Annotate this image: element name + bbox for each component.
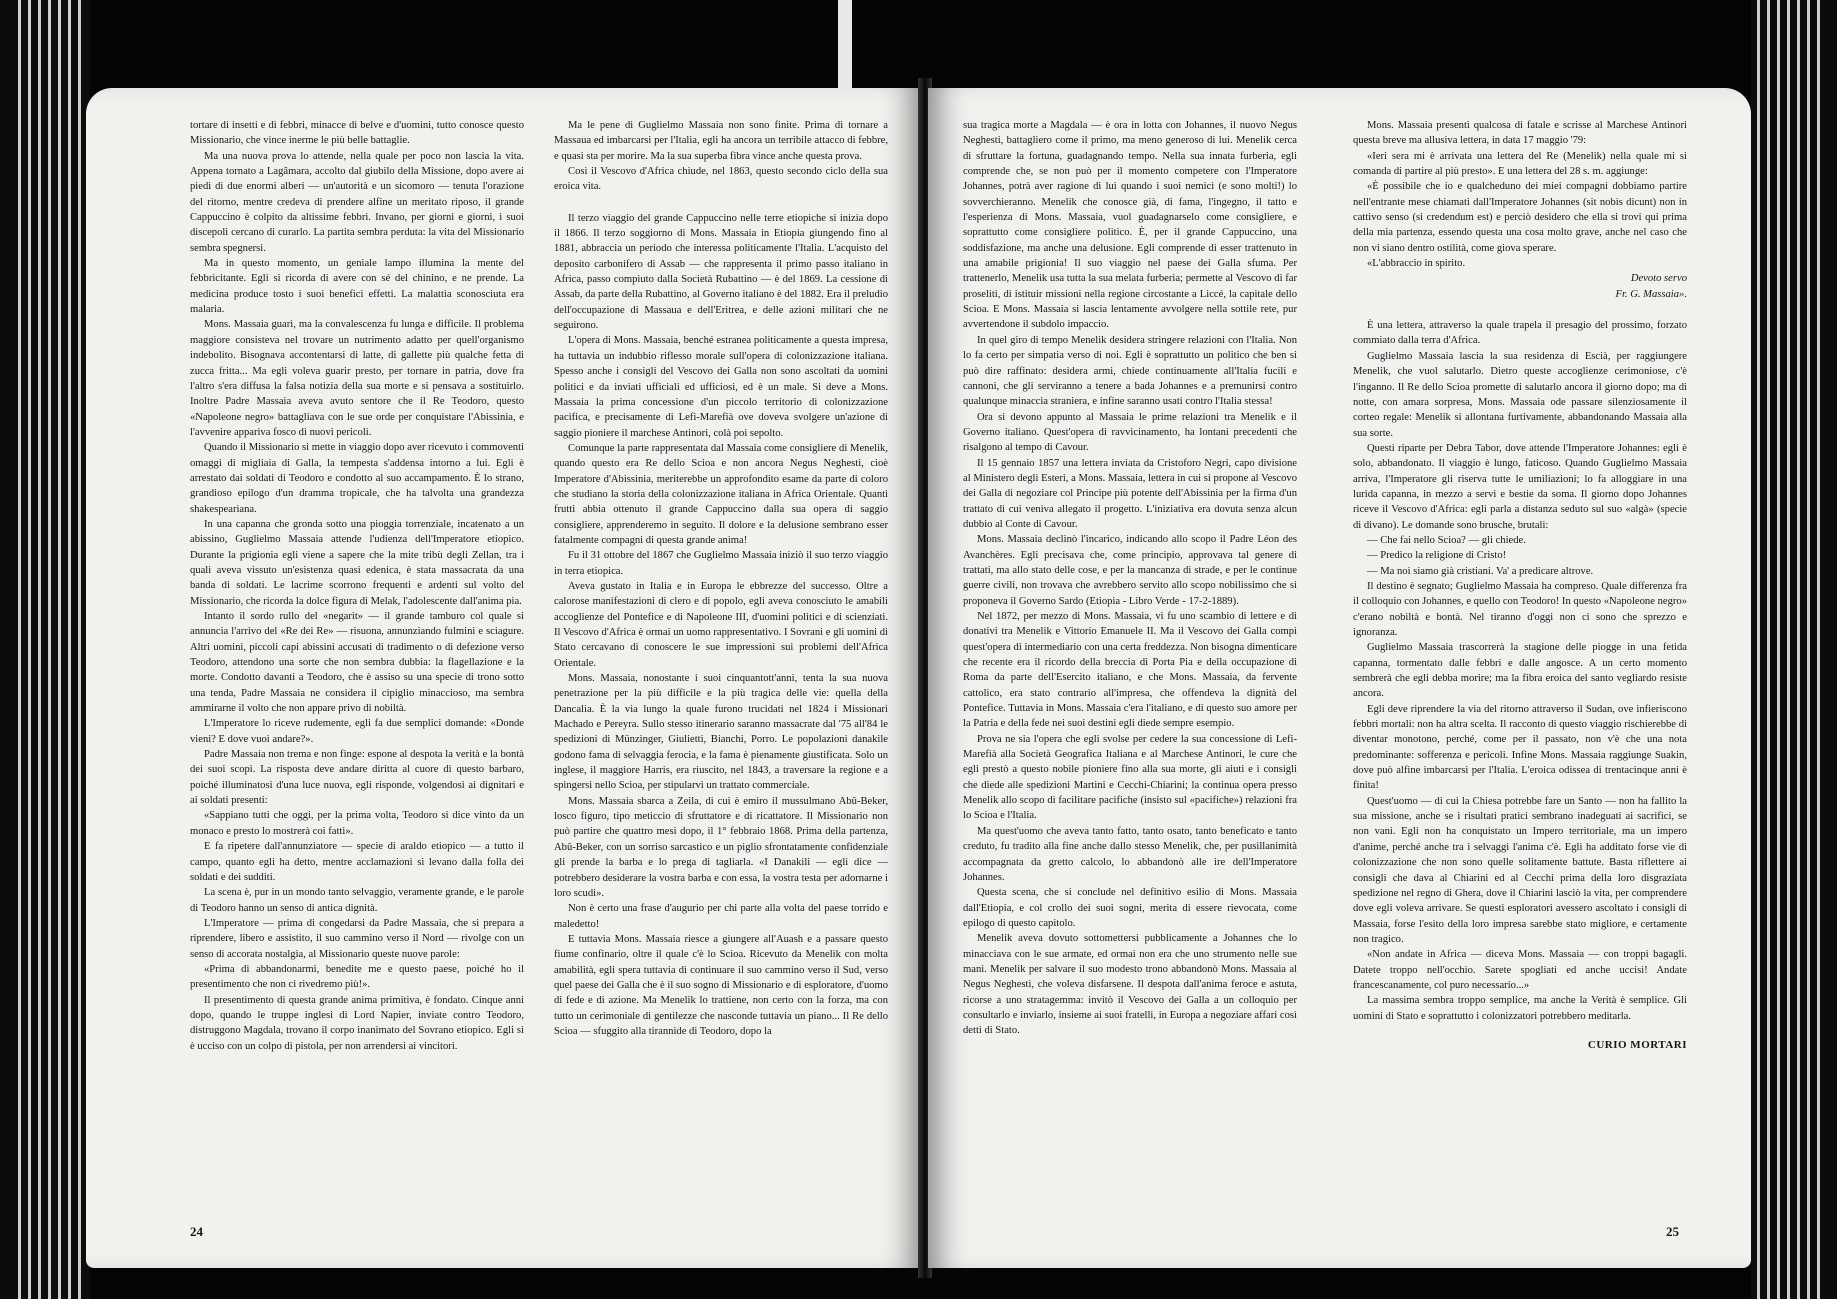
paragraph: Fu il 31 ottobre del 1867 che Guglielmo Massaia iniziò il suo terzo viaggio in terra etiopica. xyxy=(554,550,888,577)
paragraph: Egli deve riprendere la via del ritorno attraverso il Sudan, ove infieriscono febbri mortali: non ha altra scelta. Il racconto di questo viaggio rischierebbe di diventar monotono, perché, come per il passato, non v'è che una nota predominante: sofferenza e pericoli. Infine Mons. Massaia raggiunge Suakin, dove può alfine imbarcarsi per l'Italia. L'eroica odissea di trentacinque anni è finita! xyxy=(1353,703,1687,792)
paragraph: «Prima di abbandonarmi, benedite me e questo paese, poiché ho il presentimento che non ci rivedremo più!». xyxy=(190,963,524,991)
paragraph: Guglielmo Massaia lascia la sua residenza di Escià, per raggiungere Menelik, che vuol salutarlo. Dietro queste accoglienze cerimoniose, c'è l'inganno. Il Re dello Scioa promette di salutarlo ancora il giorno dopo; ma di notte, con amara sorpresa, Mons. Massaia ode passare silenziosamente il corteo regale: Menelik si allontana furtivamente, abbandonando Massaia alla sua sorte. xyxy=(1353,350,1687,439)
paragraph: «Sappiano tutti che oggi, per la prima volta, Teodoro si dice vinto da un monaco e presto lo mostrerà coi fatti». xyxy=(190,810,524,837)
paragraph: E tuttavia Mons. Massaia riesce a giungere all'Auash e a passare questo fiume confinario, oltre il quale c'è lo Scioa. Ricevuto da Menelik con molta amabilità, egli spera tuttavia di continuare il suo cammino verso il Sud, verso quel paese dei Galla che è il suo sogno di Missionario e di esploratore, d'uomo di fede e di azione. Ma Menelik lo trattiene, non certo con la forza, ma con tutto un cerimoniale di gentilezze che nasconde tuttavia un piano... Il Re dello Scioa — sfuggito alla tirannide di Teodoro, dopo la xyxy=(554,933,888,1037)
paragraph: L'opera di Mons. Massaia, benché estranea politicamente a questa impresa, ha tuttavia un indubbio riflesso morale sull'opera di colonizzazione italiana. Spesso anche i consigli del Vescovo dei Galla non sono ascoltati da uomini politici e da inviati ufficiali ed ufficiosi, ed è un male. Si deve a Mons. Massaia la prima concessione d'un piccolo territorio di colonizzazione pacifica, e precisamente di Lefi-Marefià ove doveva svolgere un'azione di saggio pioniere il marchese Antinori, colà poi sepolto. xyxy=(554,335,888,439)
right-page-column-2 xyxy=(1353,118,1687,1053)
paragraph: Ma le pene di Guglielmo Massaia non sono finite. Prima di tornare a Massaua ed imbarcarsi per l'Italia, egli ha ancora un terribile attacco di febbre, e quasi sta per morire. Ma la sua superba fibra vince anche questa prova. xyxy=(554,120,888,162)
paragraph: Mons. Massaia declinò l'incarico, indicando allo scopo il Padre Léon des Avanchères. Egli precisava che, come principio, approvava tal genere di trattati, ma allo stato delle cose, e per la mancanza di strade, e per le continue guerre civili, non trovava che avrebbero servito allo scopo nobilissimo che si proponeva il Governo Sardo (Etiopia - Libro Verde - 17-2-1889). xyxy=(963,534,1297,607)
paragraph: Quando il Missionario si mette in viaggio dopo aver ricevuto i commoventi omaggi di migliaia di Galla, la tempesta s'addensa intorno a lui. Egli è arrestato dai soldati di Teodoro e condotto al suo accampamento. È lo strano, grandioso epilogo d'un dramma tropicale, che ha talvolta una grandezza shakespeariana. xyxy=(190,442,524,515)
paragraph: sua tragica morte a Magdala — è ora in lotta con Johannes, il nuovo Negus Neghesti, battagliero come il primo, ma meno generoso di lui. Menelik cerca di sfruttare la fortuna, guadagnando tempo. Nella sua innata furberia, egli comprende che, se non può per il momento competere con l'Imperatore Johannes, potrà aver ragione di lui quando i suoi nemici (e sono molti!) lo sovverchieranno. Menelik che conosce già, di fama, l'ingegno, il tatto e l'esperienza di Mons. Massaia, vuol guadagnarselo come consigliere, e soprattutto come consigliere politico. È, per il grande Cappuccino, una soddisfazione, ma anche una delusione. Egli comprende di esser trattenuto in una amabile prigionia! Il suo viaggio nel paese dei Galla sfuma. Per trattenerlo, Menelik usa tutta la sua melata furberia; permette al Vescovo di far proseliti, di istituir missioni nella regione circostante a Liccé, la capitale dello Scioa. E Mons. Massaia si lascia lentamente avvolgere nella sottile rete, pur avvertendone il subdolo impaccio. xyxy=(963,120,1297,331)
paragraph: L'Imperatore lo riceve rudemente, egli fa due semplici domande: «Donde vieni? E dove vuoi andare?». xyxy=(190,718,524,745)
paragraph: Così il Vescovo d'Africa chiude, nel 1863, questo secondo ciclo della sua eroica vita. xyxy=(554,166,888,193)
paragraph: Mons. Massaia, nonostante i suoi cinquantott'anni, tenta la sua nuova penetrazione per la più difficile e la più tragica delle vie: quella della Dancalia. È la via lungo la quale furono trucidati nel 1824 i Missionari Machado e Pereyra. Sullo stesso itinerario saranno massacrate dal '75 all'84 le spedizioni di Münzinger, Giulietti, Bianchi, Porro. Le popolazioni danakile godono fama di selvaggia ferocia, e la fama è pienamente giustificata. Solo un inglese, il maggiore Harris, era riuscito, nel 1843, a traversare la regione e a spingersi nello Scioa, per stipularvi un trattato commerciale. xyxy=(554,673,888,792)
paragraph: «È possibile che io e qualcheduno dei miei compagni dobbiamo partire nell'entrante mese chiamati dall'Imperatore Johannes (sit nobis dicunt) non in cattivo senso (si credendum est) e perciò desidero che ella si trovi qui prima della mia partenza, essendo questa una cosa molto grave, anche nel caso che non vi siano dentro ostilità, come giova sperare. xyxy=(1353,181,1687,254)
paragraph: Nel 1872, per mezzo di Mons. Massaia, vi fu uno scambio di lettere e di donativi tra Menelik e Vittorio Emanuele II. Ma il Vescovo dei Galla compì quest'opera di intermediario con una certa freddezza. Non bisogna dimenticare che recente era il ricordo della breccia di Porta Pia e della occupazione di Roma da parte dell'Esercito italiano, e che Mons. Massaia, da fervente cattolico, era stato contrario all'impresa, che offendeva la dignità del Pontefice. Tuttavia in Mons. Massaia c'era l'italiano, e di questo suo amore per la Patria e della fede nei suoi destini egli diede sempre esempio. xyxy=(963,611,1297,730)
paragraph: Mons. Massaia sbarca a Zeila, di cui è emiro il mussulmano Abû-Beker, losco figuro, tipo meticcio di sfruttatore e di ricattatore. Il Missionario non può partire che quattro mesi dopo, il 1° febbraio 1868. Prima della partenza, Abû-Beker, con un sorriso sarcastico e un piglio sfrontatamente confidenziale gli prende la barba e lo prega di tagliarla. «I Danakili — egli dice — potrebbero desiderare la vostra barba e con essa, la vostra testa per adornarne i loro scudi». xyxy=(554,795,888,899)
paragraph: Ma una nuova prova lo attende, nella quale per poco non lascia la vita. Appena tornato a Lagâmara, accolto dal giubilo della Missione, dopo avere ai piedi di due enormi alberi — un'autorità e un sicomoro — tenuta l'orazione del ritorno, mentre credeva di prendere alfine un meritato riposo, il grande Cappuccino è colpito da altissime febbri. Invano, per giorni e giorni, i suoi discepoli cercano di curarlo. La partita sembra perduta: la vita del Missionario sembra spegnersi. xyxy=(190,150,524,254)
paragraph: Non è certo una frase d'augurio per chi parte alla volta del paese torrido e maledetto! xyxy=(554,903,888,930)
letter-signature: Fr. G. Massaia». xyxy=(1615,288,1687,300)
page-number: 24 xyxy=(190,1224,203,1239)
paragraph: È una lettera, attraverso la quale trapela il presagio del prossimo, forzato commiato dalla terra d'Africa. xyxy=(1353,320,1687,347)
paragraph: Guglielmo Massaia trascorrerà la stagione delle piogge in una fetida capanna, tormentato dalle febbri e dalle angosce. A un certo momento sembrerà che egli debba morire; ma la fibra eroica del santo vegliardo resiste ancora. xyxy=(1353,642,1687,700)
paragraph: Quest'uomo — di cui la Chiesa potrebbe fare un Santo — non ha fallito la sua missione, anche se i risultati pratici sembrano inadeguati ai sacrifici, se non vani. Egli non ha conquistato un Impero territoriale, ma un impero d'anime, perché anche tra i selvaggi l'anima c'è. Egli ha additato forse vie di colonizzazione che non sono quelle solitamente battute. Basta riflettere ai consigli che dava al Chiarini ed al Cecchi prima della loro disgraziata spedizione nel regno di Ghera, dove il Chiarini lasciò la vita, per comprendere dove egli voleva arrivare. Se questi esploratori avessero ascoltato i consigli di Massaia, forse l'esito della loro impresa sarebbe stato migliore, e certamente non tragico. xyxy=(1353,795,1687,945)
paragraph: Comunque la parte rappresentata dal Massaia come consigliere di Menelik, quando questo era Re dello Scioa e non ancora Negus Neghesti, cioè Imperatore d'Abissinia, meriterebbe un approfondito esame da parte di coloro che studiano la storia della colonizzazione italiana in Africa Orientale. Quanti frutti abbia ottenuto il grande Cappuccino dalla sua opera di saggio consigliere, apprenderemo in seguito. Il dolore e la delusione sembrano esser fatalmente compagni di questa grande anima! xyxy=(554,442,888,546)
right-page-column-1 xyxy=(963,118,1297,1039)
right-page xyxy=(928,88,1751,1268)
paragraph: In una capanna che gronda sotto una pioggia torrenziale, incatenato a un abissino, Guglielmo Massaia attende l'udienza dell'Imperatore etiopico. Durante la prigionia egli viene a sapere che la mite tribù degli Zellan, tra i quali aveva vissuto un'esistenza quasi edenica, è stata massacrata da una banda di soldati. Le lacrime scorrono frequenti e ardenti sul volto del Missionario, che ricorda la dolce figura di Melak, l'adolescente dall'anima pia. xyxy=(190,518,524,607)
paragraph: L'Imperatore — prima di congedarsi da Padre Massaia, che si prepara a riprendere, libero e assistito, il suo cammino verso il Nord — rivolge con un senso di accorata nostalgia, al Missionario queste nuove parole: xyxy=(190,917,524,960)
page-number: 25 xyxy=(1666,1224,1679,1239)
paragraph: Mons. Massaia presentì qualcosa di fatale e scrisse al Marchese Antinori questa breve ma allusiva lettera, in data 17 maggio '79: xyxy=(1353,120,1687,147)
paragraph: Ma quest'uomo che aveva tanto fatto, tanto osato, tanto beneficato e tanto creduto, fu tradito alla fine anche dallo stesso Menelik, che, per pusillanimità accompagnata da gretto calcolo, lo abbandonò alle ire dell'Imperatore Johannes. xyxy=(963,825,1297,883)
bookmark-gap xyxy=(838,0,852,90)
paragraph: Ora si devono appunto al Massaia le prime relazioni tra Menelik e il Governo italiano. Quest'opera di ravvicinamento, ha lontani precedenti che risalgono al tempo di Cavour. xyxy=(963,411,1297,454)
book-edge-left xyxy=(0,0,90,1299)
paragraph: tortare di insetti e di febbri, minacce di belve e d'uomini, tutto conosce questo Missionario, che vince inerme le più belle battaglie. xyxy=(190,120,524,147)
paragraph: Il terzo viaggio del grande Cappuccino nelle terre etiopiche si inizia dopo il 1866. Il terzo soggiorno di Mons. Massaia in Etiopia giungendo fino al 1881, abbraccia un periodo che interessa politicamente l'Italia. L'acquisto del deposito carbonifero di Assab — che rappresenta il primo passo italiano in Africa, passo compiuto dalla Società Rubattino — è del 1869. La cessione di Assab, da parte della Rubattino, al Governo italiano è del 1882. Era il preludio dell'occupazione di Massaua e dell'Eritrea, e delle azioni militari che ne seguirono. xyxy=(554,212,888,332)
dialogue-line: — Che fai nello Scioa? — gli chiede. xyxy=(1367,534,1526,546)
paragraph: Intanto il sordo rullo del «negarit» — il grande tamburo col quale si annuncia l'arrivo del «Re dei Re» — risuona, annunziando fulmini e sciagure. Altri uomini, piccoli capi abissini accusati di tradimento o di defezione verso Teodoro, attendono una sorte che non sembra dubbia: la flagellazione e la morte. Condotto davanti a Teodoro, che è assiso su una specie di trono sotto una tenda, Padre Massaia ne considera il cipiglio minaccioso, ma sembra ammirarne il volto che non appare privo di nobiltà. xyxy=(190,611,524,715)
paragraph: Menelik aveva dovuto sottomettersi pubblicamente a Johannes che lo minacciava con le sue armate, ed ormai non era che uno strumento nelle sue mani. Menelik per salvare il suo modesto trono abbandonò Mons. Massaia al Negus Neghesti, che voleva disfarsene. Il despota dall'anima feroce e astuta, ricorse a uno stratagemma: invitò il Vescovo dei Galla a un colloquio per consultarlo e inviarlo, insieme ai suoi fratelli, in Europa a negoziare affari così detti di Stato. xyxy=(963,933,1297,1037)
paragraph: «Ieri sera mi è arrivata una lettera del Re (Menelik) nella quale mi si comanda di partire al più presto». E una lettera del 28 s. m. aggiunge: xyxy=(1353,150,1687,178)
paragraph: Mons. Massaia guarì, ma la convalescenza fu lunga e difficile. Il problema maggiore consisteva nel trovare un nutrimento adatto per quell'organismo indebolito. Bisognava accontentarsi di latte, di gallette più qualche fetta di zucca fritta... Ma egli voleva guarir presto, per tornare in patria, dove fra l'altro s'era diffusa la falsa notizia della sua morte e si pensava a sostituirlo. Inoltre Padre Massaia aveva avuto sentore che il Re Teodoro, questo «Napoleone negro» battagliava con le sue orde per conquistare l'Abissinia, e l'avvenire appariva fosco di nuovi pericoli. xyxy=(190,319,524,438)
paragraph: Aveva gustato in Italia e in Europa le ebbrezze del successo. Oltre a calorose manifestazioni di clero e di popolo, egli aveva conosciuto le amabili accoglienze del Pontefice e di Napoleone III, d'uomini politici e di scienziati. Il Vescovo d'Africa è ormai un uomo rappresentativo. I Sovrani e gli uomini di Stato cercavano di conoscere le sue impressioni sui problemi dell'Africa Orientale. xyxy=(554,580,888,669)
paragraph: Il presentimento di questa grande anima primitiva, è fondato. Cinque anni dopo, quando le truppe inglesi di Lord Napier, inviate contro Teodoro, distruggono Magdala, trovano il corpo inanimato del Sovrano etiopico. Egli si è ucciso con un colpo di pistola, per non arrendersi ai vincitori. xyxy=(190,994,524,1052)
left-page-column-2 xyxy=(554,118,888,1039)
book-edge-right xyxy=(1751,0,1837,1299)
paragraph: La massima sembra troppo semplice, ma anche la Verità è semplice. Gli uomini di Stato e soprattutto i colonizzatori potrebbero meditarla. xyxy=(1353,995,1687,1022)
paragraph: Il destino è segnato; Guglielmo Massaia ha compreso. Quale differenza fra il colloquio con Johannes, e quello con Teodoro! In questo «Napoleone negro» c'erano nobiltà e bontà. Nel tiranno d'oggi non ci sono che sprezzo e ignoranza. xyxy=(1353,580,1687,638)
paragraph: La scena è, pur in un mondo tanto selvaggio, veramente grande, e le parole di Teodoro hanno un senso di antica dignità. xyxy=(190,887,524,914)
paragraph: Questi riparte per Debra Tabor, dove attende l'Imperatore Johannes: egli è solo, abbandonato. Il viaggio è lungo, faticoso. Quando Guglielmo Massaia arriva, l'Imperatore gli riserva tutte le umiliazioni; lo fa alloggiare in una lurida capanna, in mezzo a servi e bestie da soma. Il giorno dopo Johannes riceve il Vescovo d'Africa: egli parla a distanza seduto sul suo «algà» (specie di divano). Le domande sono brusche, brutali: xyxy=(1353,442,1687,531)
letter-closing: Devoto servo xyxy=(1630,273,1687,285)
dialogue-line: — Ma noi siamo già cristiani. Va' a predicare altrove. xyxy=(1367,565,1594,577)
paragraph: E fa ripetere dall'annunziatore — specie di araldo etiopico — a tutto il campo, quanto egli ha detto, mentre acclamazioni si levano dalla folla dei soldati e dei sudditi. xyxy=(190,841,524,883)
paragraph: Questa scena, che si conclude nel definitivo esilio di Mons. Massaia dall'Etiopia, e col crollo dei suoi sogni, merita di essere rievocata, come epilogo di questo capitolo. xyxy=(963,887,1297,929)
left-page xyxy=(86,88,921,1268)
paragraph: Il 15 gennaio 1857 una lettera inviata da Cristoforo Negri, capo divisione al Ministero degli Esteri, a Mons. Massaia, lettera in cui si propone al Vescovo dei Galla di negoziare col Principe più potente dell'Abissinia per la firma d'un trattato di cui veniva allegato il progetto. L'iniziativa era dovuta senza alcun dubbio al Conte di Cavour. xyxy=(963,457,1297,530)
paragraph: Prova ne sia l'opera che egli svolse per cedere la sua concessione di Lefi-Marefià alla Società Geografica Italiana e al Marchese Antinori, le cure che egli prestò a questo nobile pioniere fino alla sua morte, gli aiuti e i consigli che diede alle spedizioni Martini e Cecchi-Chiarini; la continua opera presso Menelik allo scopo di facilitare pacifiche (insisto sul «pacifiche») relazioni fra lo Scioa e l'Italia. xyxy=(963,733,1297,822)
paragraph: Ma in questo momento, un geniale lampo illumina la mente del febbricitante. Egli si ricorda di avere con sé del chinino, e ne prende. La medicina produce tosto i suoi benefici effetti. La malattia sconosciuta era malaria. xyxy=(190,258,524,316)
dialogue-line: — Predico la religione di Cristo! xyxy=(1367,550,1507,562)
paragraph: «L'abbraccio in spirito. xyxy=(1367,258,1466,270)
paragraph: In quel giro di tempo Menelik desidera stringere relazioni con l'Italia. Non lo fa certo per simpatia verso di noi. Egli è soprattutto un politico che ben si può dire raffinato: desidera armi, chiede continuamente all'Italia fucili e cannoni, che gli serviranno a tenere a bada Johannes e a premunirsi contro qualunque minaccia straniera, e infine saranno usati contro l'Italia stessa! xyxy=(963,334,1297,408)
author-byline: CURIO MORTARI xyxy=(1587,1038,1687,1051)
left-page-column-1 xyxy=(190,118,524,1054)
paragraph: «Non andate in Africa — diceva Mons. Massaia — con troppi bagagli. Datete troppo nell'occhio. Sarete spogliati ed anche uccisi! Andate francescanamente, col puro necessario...» xyxy=(1353,949,1687,991)
paragraph: Padre Massaia non trema e non finge: espone al despota la verità e la bontà dei suoi scopi. La risposta deve andare diritta al cuore di questo barbaro, poiché illuminatosi d'una luce nuova, egli risponde, volgendosi ai dignitari e ai soldati presenti: xyxy=(190,749,524,807)
